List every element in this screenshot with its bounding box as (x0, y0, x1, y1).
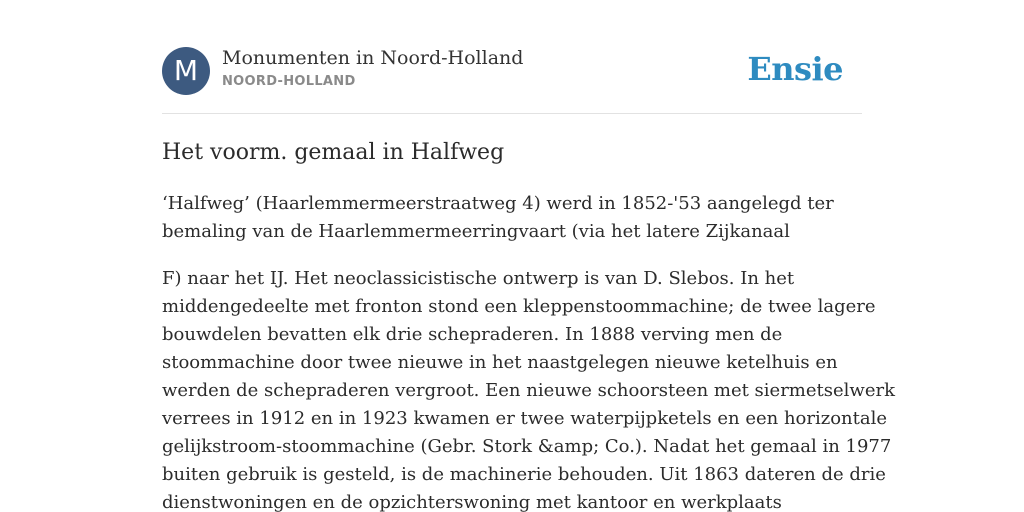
article-title: Het voorm. gemaal in Halfweg (162, 140, 505, 165)
avatar[interactable]: M (162, 47, 210, 95)
paragraph-line: ‘Halfweg’ (Haarlemmermeerstraatweg 4) werd in 1852-'53 aangelegd ter (162, 193, 834, 214)
paragraph-line: dienstwoningen en de opzichterswoning met kantoor en werkplaats (162, 492, 782, 512)
paragraph-line: middengedeelte met fronton stond een kleppenstoommachine; de twee lagere (162, 296, 876, 317)
header-divider (162, 113, 862, 114)
paragraph-line: gelijkstroom-stoommachine (Gebr. Stork &amp; Co.). Nadat het gemaal in 1977 (162, 436, 892, 457)
paragraph-line: bouwdelen bevatten elk drie schepraderen. In 1888 verving men de (162, 324, 783, 345)
paragraph-line: werden de schepraderen vergroot. Een nieuwe schoorsteen met siermetselwerk (162, 380, 895, 401)
article-paragraph-1 (162, 190, 862, 246)
paragraph-line: verrees in 1912 en in 1923 kwamen er twee waterpijpketels en een horizontale (162, 408, 888, 429)
article-paragraph-2 (162, 265, 895, 512)
paragraph-line: F) naar het IJ. Het neoclassicistische ontwerp is van D. Slebos. In het (162, 268, 795, 289)
paragraph-line: stoommachine door twee nieuwe in het naastgelegen nieuwe ketelhuis en (162, 352, 838, 373)
site-header (162, 46, 862, 96)
site-subtitle[interactable]: NOORD-HOLLAND (222, 74, 356, 89)
paragraph-line: buiten gebruik is gesteld, is de machinerie behouden. Uit 1863 dateren de drie (162, 464, 886, 485)
paragraph-line: bemaling van de Haarlemmermeerringvaart (via het latere Zijkanaal (162, 221, 790, 242)
site-title[interactable]: Monumenten in Noord-Holland (222, 47, 524, 69)
brand-logo[interactable]: Ensie (747, 50, 843, 88)
